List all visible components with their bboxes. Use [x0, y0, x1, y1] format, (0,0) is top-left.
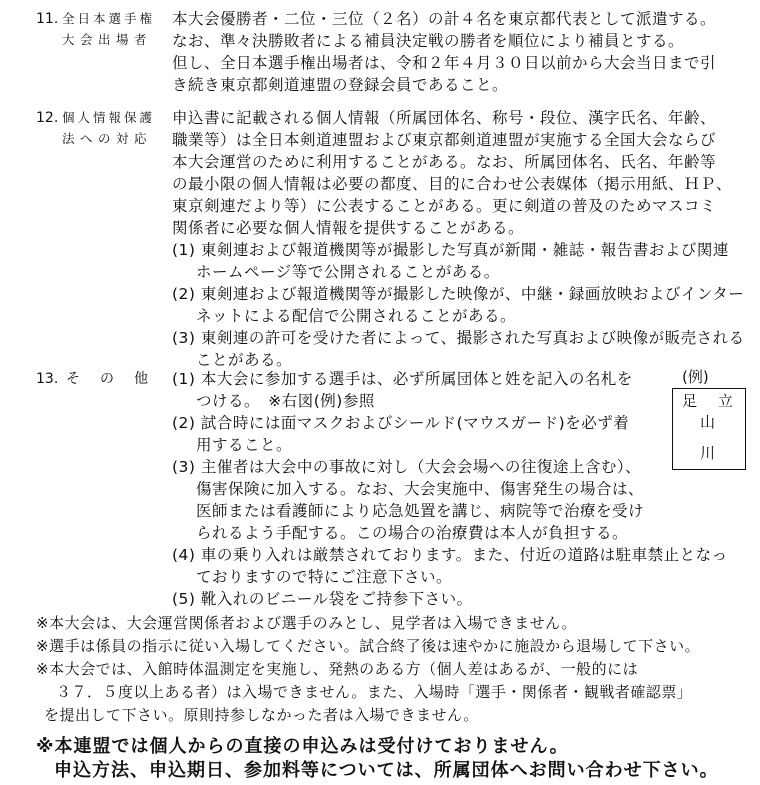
section-12-text: 職業等）は全日本剣道連盟および東京都剣道連盟が実施する全国大会ならび [172, 131, 717, 149]
section-12-label: 法への対応 [62, 131, 153, 146]
note-line: を提出して下さい。原則持参しなかった者は入場できません。 [44, 706, 479, 724]
section-12-label: 個人情報保護 [62, 110, 156, 125]
section-12-text: (3) 東剣連の許可を受けた者によって、撮影された写真および映像が販売される [172, 329, 745, 347]
section-11-text: 但し、全日本選手権出場者は、令和２年４月３０日以前から大会当日まで引 [172, 54, 717, 72]
note-line: ※本大会は、大会運営関係者および選手のみとし、見学者は入場できません。 [36, 614, 577, 632]
note-line: ３７．５度以上ある者）は入場できません。また、入場時「選手・関係者・観戦者確認票」 [56, 683, 693, 701]
section-12-text: の最小限の個人情報は必要の都度、目的に合わせ公表媒体（掲示用紙、ＨＰ、 [172, 175, 733, 193]
section-11-label: 大会出場者 [62, 32, 153, 47]
name-tag-club-left: 足 [682, 392, 698, 410]
section-13-label: その他 [66, 371, 168, 387]
section-12-text: (2) 東剣連および報道機関等が撮影した映像が、中継・録画放映およびインター [172, 285, 745, 303]
section-12-text: 関係者に必要な個人情報を提供することがある。 [172, 219, 525, 237]
name-tag-club-right: 立 [718, 392, 734, 410]
section-13-text: 傷害保険に加入する。なお、大会実施中、傷害発生の場合は、 [196, 480, 645, 498]
name-tag-surname: 川 [700, 444, 716, 462]
section-11-text: なお、準々決勝敗者による補員決定戦の勝者を順位により補員とする。 [172, 32, 685, 50]
note-line: ※本大会では、入館時体温測定を実施し、発熱のある方（個人差はあるが、一般的には [36, 660, 639, 678]
section-13-text: (5) 靴入れのビニール袋をご持参下さい。 [172, 590, 473, 608]
section-13-text: (1) 本大会に参加する選手は、必ず所属団体と姓を記入の名札を [172, 370, 633, 388]
section-11-text: 本大会優勝者・二位・三位（２名）の計４名を東京都代表として派遣する。 [172, 10, 717, 28]
section-13-text: (2) 試合時には面マスクおよびシールド(マウスガード)を必ず着 [172, 414, 630, 432]
section-11-text: き続き東京都剣道連盟の登録会員であること。 [172, 76, 509, 94]
section-13-text: (4) 車の乗り入れは厳禁されております。また、付近の道路は駐車禁止となっ [172, 546, 728, 564]
section-13-text: 用すること。 [196, 436, 293, 454]
section-12-text: ネットによる配信で公開されることがある。 [196, 307, 517, 325]
section-12-text: 本大会運営のために利用することがある。なお、所属団体名、氏名、年齢等 [172, 153, 717, 171]
note-line: ※選手は係員の指示に従い入場してください。試合終了後は速やかに施設から退場して下さい。 [36, 637, 701, 655]
section-13-text: 医師または看護師により応急処置を講じ、病院等で治療を受け [196, 502, 645, 520]
section-12-text: (1) 東剣連および報道機関等が撮影した写真が新聞・雑誌・報告書および関連 [172, 241, 729, 259]
section-12-text: 東京剣連だより等）に公表することがある。更に剣道の普及のためマスコミ [172, 197, 717, 215]
section-13-text: (3) 主催者は大会中の事故に対し（大会会場への往復途上含む）、 [172, 458, 642, 476]
section-12-text: ことがある。 [196, 351, 293, 369]
section-12-number: 12. [36, 110, 59, 126]
section-12-text: ホームページ等で公開されることがある。 [196, 263, 500, 281]
section-13-number: 13. [36, 371, 59, 387]
section-13-text: ておりますので特にご注意下さい。 [196, 568, 453, 586]
section-11-label: 全日本選手権 [62, 11, 156, 26]
section-12-text: 申込書に記載される個人情報（所属団体名、称号・段位、漢字氏名、年齢、 [172, 109, 717, 127]
name-tag-caption: (例) [682, 368, 709, 386]
name-tag-surname: 山 [700, 413, 716, 431]
section-13-text: られるよう手配する。この場合の治療費は本人が負担する。 [196, 524, 629, 542]
footer-notice: 申込方法、申込期日、参加料等については、所属団体へお問い合わせ下さい。 [54, 760, 719, 781]
section-11-number: 11. [36, 11, 59, 27]
footer-notice: ※本連盟では個人からの直接の申込みは受付けておりません。 [36, 736, 569, 757]
section-13-text: つける。 ※右図(例)参照 [196, 392, 375, 410]
